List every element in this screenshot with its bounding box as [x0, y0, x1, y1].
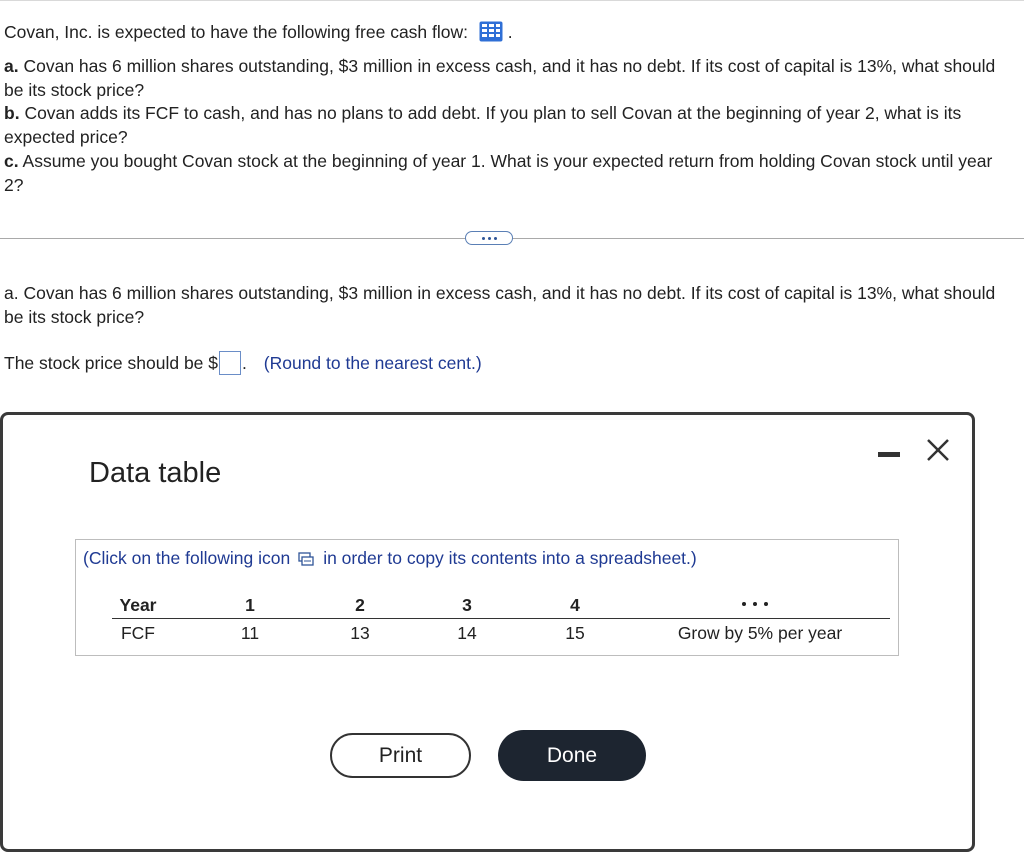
header-year-3: 3: [462, 595, 472, 615]
header-year-2: 2: [355, 595, 365, 615]
print-button[interactable]: Print: [330, 733, 471, 778]
part-b-letter: b.: [4, 103, 20, 123]
intro-text: Covan, Inc. is expected to have the following free cash flow:: [4, 22, 469, 42]
minimize-icon[interactable]: [878, 452, 900, 457]
fcf-year-3: 14: [457, 623, 477, 643]
copy-icon[interactable]: [298, 550, 314, 571]
question-intro: [4, 20, 513, 48]
question-part-b: [4, 101, 1014, 149]
question-part-c: [4, 149, 1014, 197]
header-year-4: 4: [570, 595, 580, 615]
more-ellipsis-icon[interactable]: [465, 231, 513, 245]
fcf-year-1: 11: [240, 623, 260, 643]
question-part-a: [4, 54, 1014, 102]
part-b-text: Covan adds its FCF to cash, and has no plans to add debt. If you plan to sell Covan at the beginning of year 2, what is its expected price?: [4, 103, 962, 147]
done-button[interactable]: Done: [498, 730, 646, 781]
header-year-1: 1: [245, 595, 255, 615]
fcf-year-2: 13: [350, 623, 370, 643]
row-label-fcf: FCF: [120, 623, 156, 643]
answer-line: [4, 351, 482, 375]
rounding-hint: (Round to the nearest cent.): [263, 353, 482, 373]
copy-suffix: in order to copy its contents into a spreadsheet.): [323, 548, 697, 568]
spreadsheet-grid-icon[interactable]: [479, 21, 503, 48]
part-c-letter: c.: [4, 151, 19, 171]
fcf-year-4: 15: [565, 623, 585, 643]
answer-suffix: .: [242, 353, 247, 373]
table-header-rule: [112, 618, 890, 619]
header-year: Year: [119, 595, 157, 615]
part-a-text: Covan has 6 million shares outstanding, $3 million in excess cash, and it has no debt. If its cost of capital is 13%, what should be its stock price?: [4, 56, 996, 100]
fcf-growth: Grow by 5% per year: [677, 623, 843, 643]
stock-price-input[interactable]: [219, 351, 241, 375]
close-icon[interactable]: [924, 436, 952, 464]
answer-prefix: The stock price should be $: [4, 353, 219, 373]
current-part-text: a. Covan has 6 million shares outstanding, $3 million in excess cash, and it has no debt. If its cost of capital is 13%, what should be its stock price?: [4, 283, 996, 327]
copy-instructions: [83, 548, 697, 571]
intro-end: .: [507, 22, 513, 42]
copy-prefix: (Click on the following icon: [83, 548, 291, 568]
top-border: [0, 0, 1024, 1]
dialog-title: Data table: [89, 457, 222, 489]
part-a-letter: a.: [4, 56, 19, 76]
part-c-text: Assume you bought Covan stock at the beginning of year 1. What is your expected return from holding Covan stock until year 2?: [4, 151, 993, 195]
header-ellipsis-icon: [742, 602, 768, 606]
